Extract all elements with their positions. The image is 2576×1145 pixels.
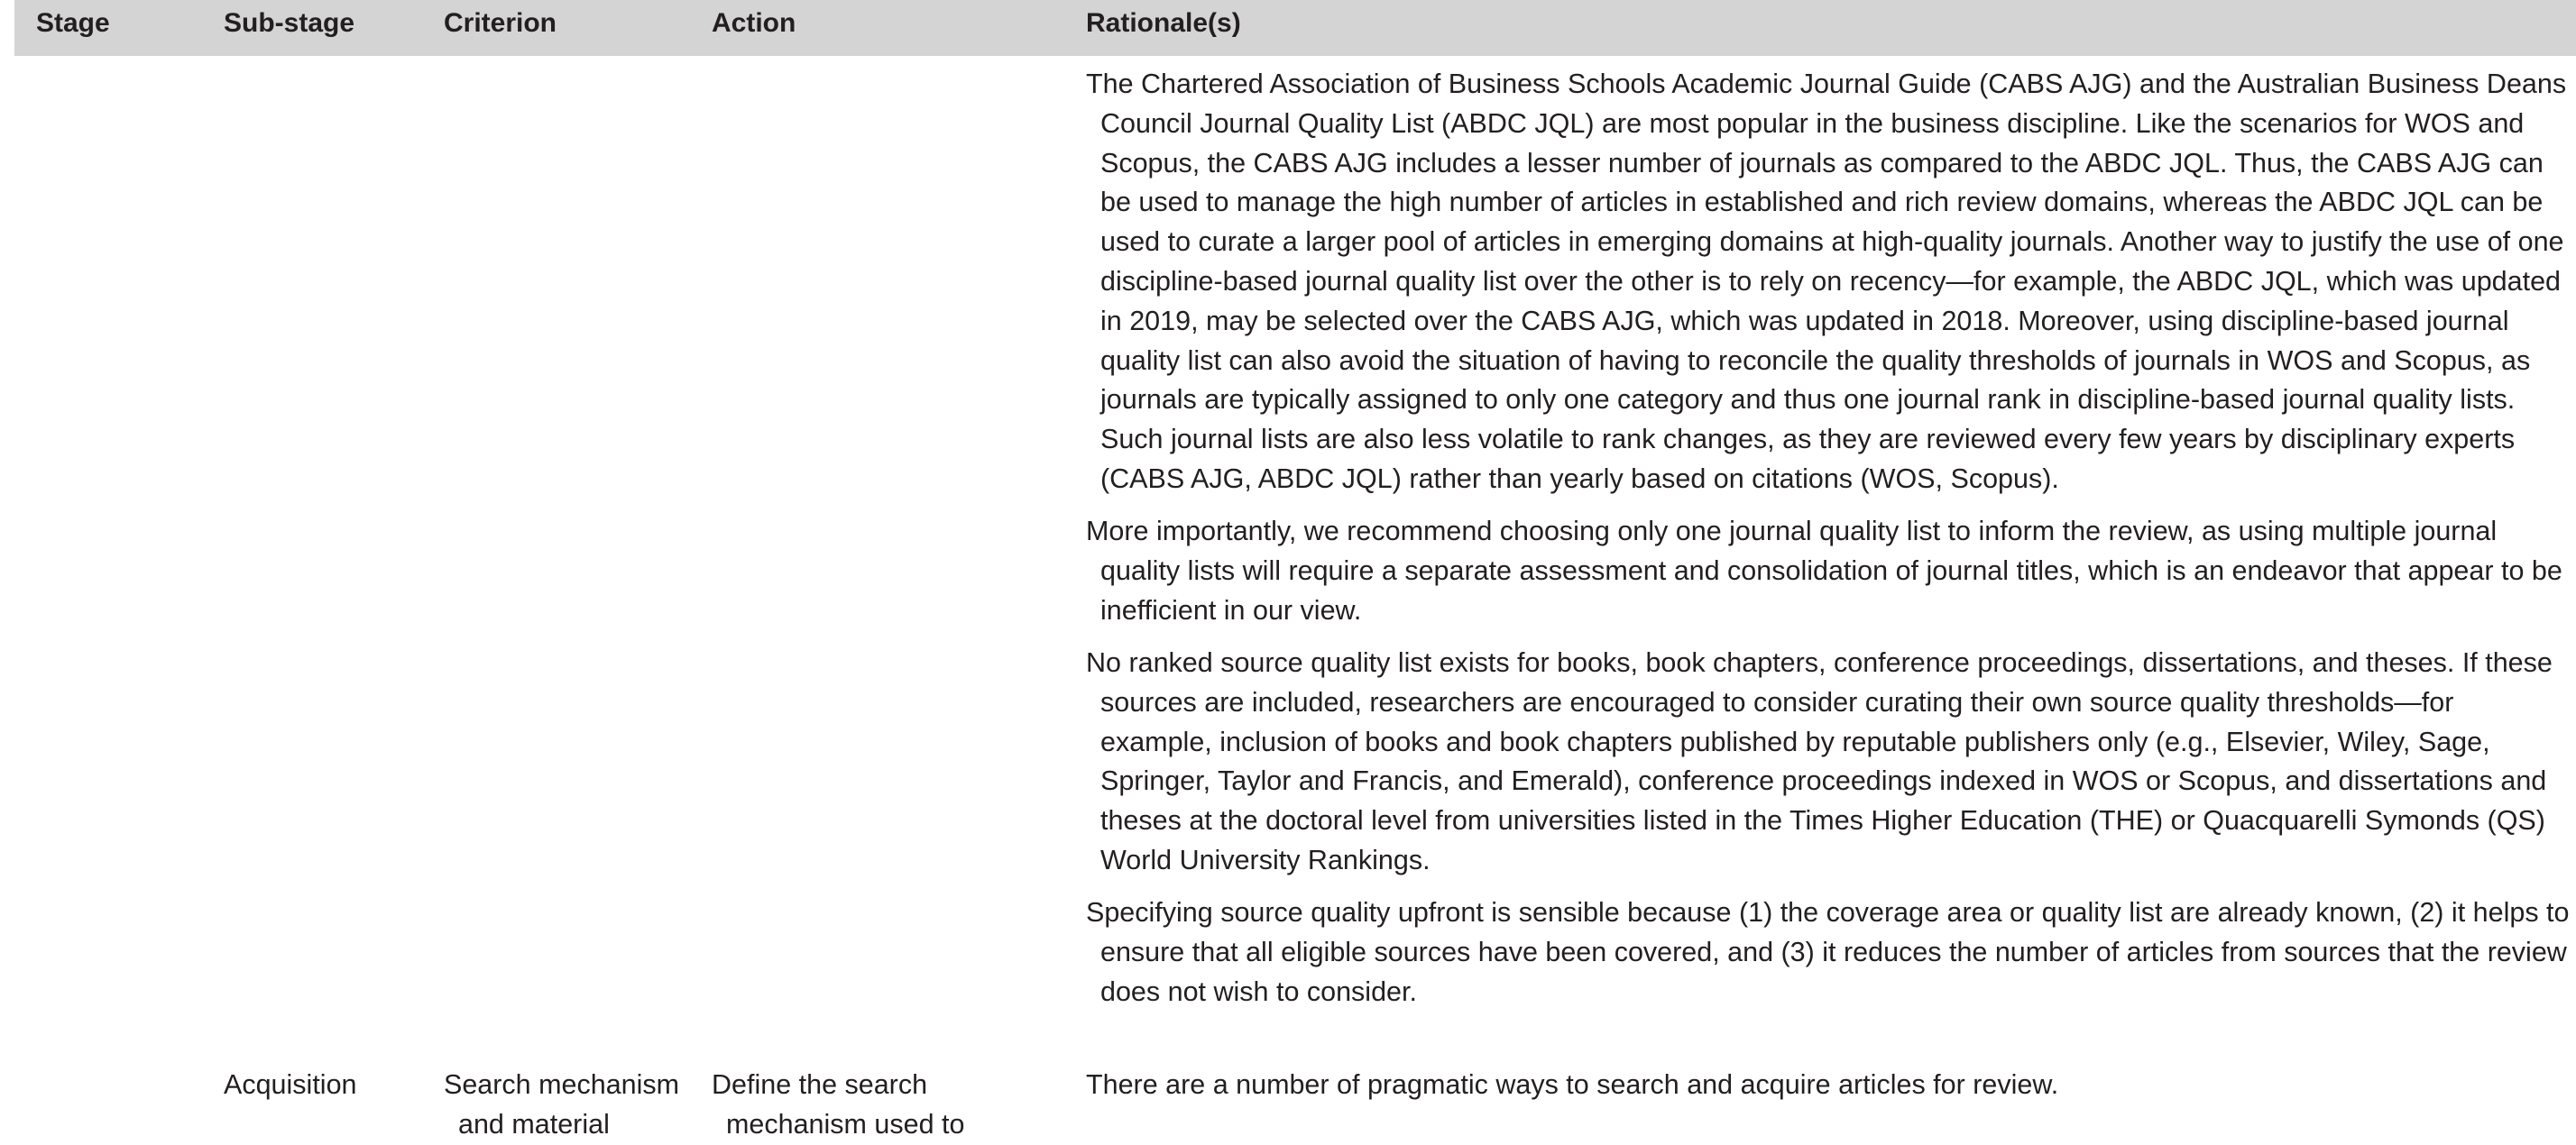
acquisition-sub-stage: Acquisition	[224, 1069, 357, 1100]
acquisition-rationale: There are a number of pragmatic ways to search and acquire articles for review.	[1086, 1069, 2059, 1100]
header-stage: Stage	[36, 8, 110, 38]
header-sub-stage: Sub-stage	[224, 8, 355, 38]
acquisition-action: Define the search mechanism used to	[712, 1069, 965, 1140]
rationale-paragraph-source-quality: Specifying source quality upfront is sensible because (1) the coverage area or quality list are already known, (2) it helps to ensure that all eligible sources have been covered, and (3) it reduces the number of articles from sources that the review does not wish to consider.	[1086, 897, 2570, 1007]
header-criterion: Criterion	[444, 8, 557, 38]
rationale-column	[1086, 65, 2571, 1025]
rationale-paragraph-other-sources: No ranked source quality list exists for books, book chapters, conference proceedings, dissertations, and theses. If these sources are included, researchers are encouraged to consider curating their own source quality thresholds—for example, inclusion of books and book chapters published by reputable publishers only (e.g., Elsevier, Wiley, Sage, Springer, Taylor and Francis, and Emerald), conference proceedings indexed in WOS or Scopus, and dissertations and theses at the doctoral level from universities listed in the Times Higher Education (THE) or Quacquarelli Symonds (QS) World University Rankings.	[1086, 646, 2553, 875]
rationale-paragraph-one-list: More importantly, we recommend choosing only one journal quality list to inform the review, as using multiple journal quality lists will require a separate assessment and consolidation of journal titles, which is an endeavor that appear to be inefficient in our view.	[1086, 516, 2562, 626]
rationale-paragraph-journal-lists: The Chartered Association of Business Schools Academic Journal Guide (CABS AJG) and the Australian Business Deans Council Journal Quality List (ABDC JQL) are most popular in the business discipline. Like the scenarios for WOS and Scopus, the CABS AJG includes a lesser number of journals as compared to the ABDC JQL. Thus, the CABS AJG can be used to manage the high number of articles in established and rich review domains, whereas the ABDC JQL can be used to curate a larger pool of articles in emerging domains at high-quality journals. Another way to justify the use of one discipline-based journal quality list over the other is to rely on recency—for example, the ABDC JQL, which was updated in 2019, may be selected over the CABS AJG, which was updated in 2018. Moreover, using discipline-based journal quality list can also avoid the situation of having to reconcile the quality thresholds of journals in WOS and Scopus, as journals are typically assigned to only one category and thus one journal rank in discipline-based journal quality lists. Such journal lists are also less volatile to rank changes, as they are reviewed every few years by disciplinary experts (CABS AJG, ABDC JQL) rather than yearly based on citations (WOS, Scopus).	[1086, 69, 2567, 494]
header-action: Action	[712, 8, 796, 38]
table-header-row	[14, 0, 2576, 56]
header-rationale: Rationale(s)	[1086, 8, 1241, 38]
acquisition-criterion: Search mechanism and material	[444, 1069, 680, 1140]
